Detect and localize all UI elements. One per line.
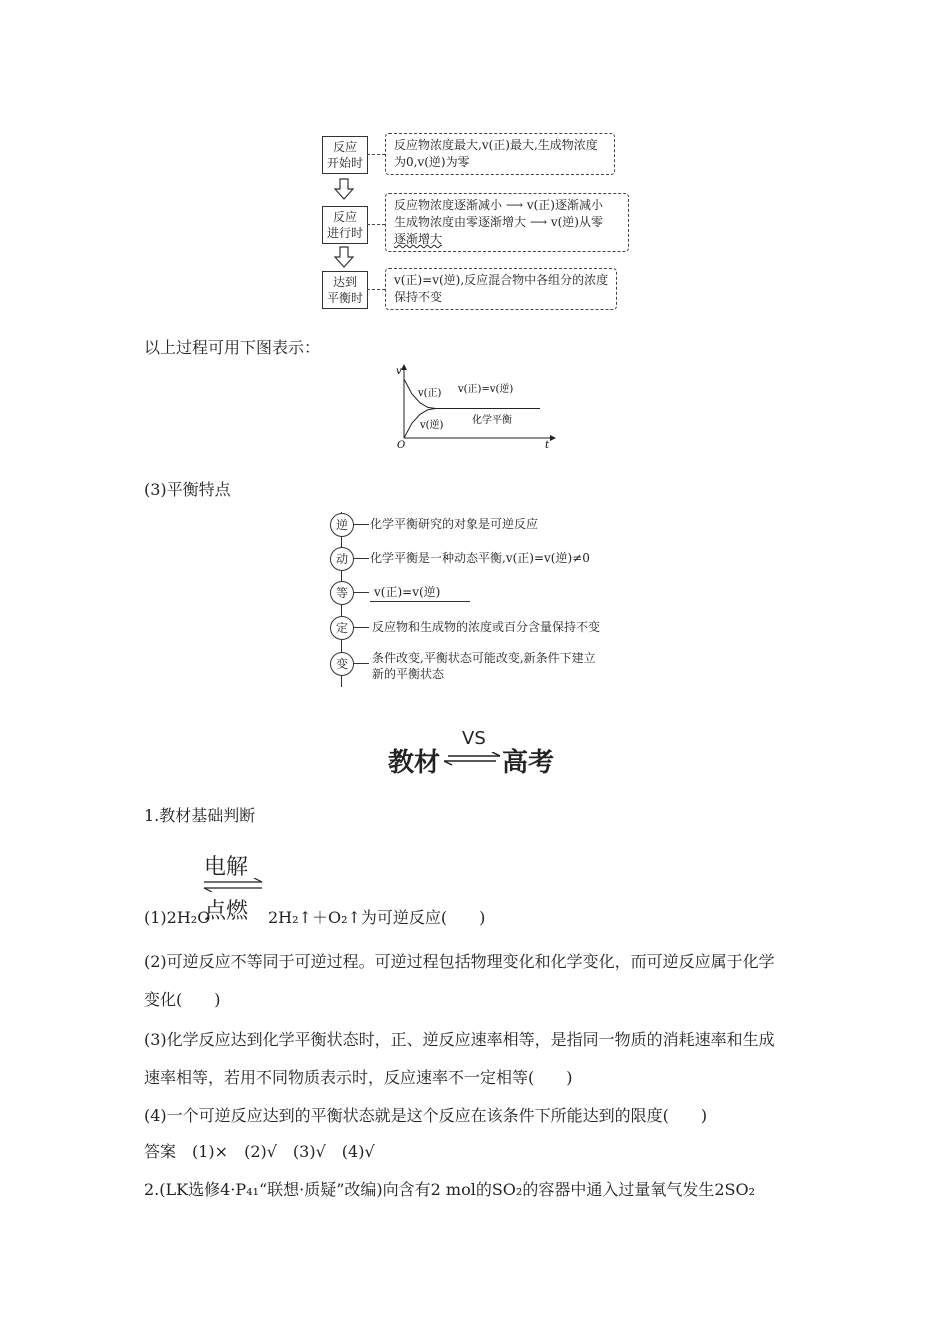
condition-bottom: 点燃 xyxy=(204,899,249,924)
banner-left: 教材 xyxy=(388,748,441,778)
connector xyxy=(367,154,385,155)
x-axis-arrow-icon xyxy=(550,435,556,441)
y-axis-arrow-icon xyxy=(401,364,407,370)
stage-label: 达到 xyxy=(332,275,357,289)
feature-text: 化学平衡是一种动态平衡,v(正)=v(逆)≠0 xyxy=(370,551,590,565)
down-arrow-icon xyxy=(334,178,354,200)
annotation-equal: v(正)=v(逆) xyxy=(458,384,514,395)
feature-text: v(正)=v(逆) xyxy=(374,585,441,599)
double-arrow-icon xyxy=(444,752,500,766)
annotation-equilibrium: 化学平衡 xyxy=(472,415,512,426)
condition-top: 电解 xyxy=(204,855,249,880)
desc-line: 逐渐增大 xyxy=(394,232,443,246)
feature-line xyxy=(353,627,369,628)
stage-progress-desc xyxy=(385,193,629,252)
section-3-title: (3)平衡特点 xyxy=(144,480,231,499)
stage-progress-box xyxy=(322,206,368,244)
desc-line: 保持不变 xyxy=(394,290,443,304)
stage-equilibrium-box xyxy=(322,271,368,309)
x-axis-label: t xyxy=(545,440,550,450)
feature-circle: 等 xyxy=(330,581,354,605)
reversible-arrow-icon xyxy=(200,878,266,892)
feature-text: 新的平衡状态 xyxy=(372,667,445,681)
desc-line: v(正)=v(逆),反应混合物中各组分的浓度 xyxy=(394,273,609,287)
question-3-line1: (3)化学反应达到化学平衡状态时，正、逆反应速率相等，是指同一物质的消耗速率和生成 xyxy=(144,1030,775,1049)
down-arrow-icon xyxy=(334,246,354,268)
desc-line: 反应物浓度逐渐减小 ⟶ v(正)逐渐减小 xyxy=(394,198,603,212)
stage-label: 开始时 xyxy=(326,156,363,170)
stage-label: 反应 xyxy=(332,140,357,154)
textbook-vs-exam-banner xyxy=(388,728,568,776)
feature-circle: 变 xyxy=(330,652,354,676)
banner-right: 高考 xyxy=(502,748,555,778)
desc-line: 为0,v(逆)为零 xyxy=(394,155,470,169)
section-1-title: 1.教材基础判断 xyxy=(144,806,256,825)
stage-label: 进行时 xyxy=(326,226,363,240)
rate-time-chart xyxy=(390,362,560,450)
feature-circle: 定 xyxy=(330,616,354,640)
series-label-reverse: v(逆) xyxy=(420,420,444,431)
answer-line: 答案 (1)× (2)√ (3)√ (4)√ xyxy=(144,1142,375,1161)
question-1-suffix: 2H₂↑＋O₂↑为可逆反应( ) xyxy=(268,908,486,927)
stage-label: 反应 xyxy=(332,210,357,224)
question-2-line1: (2)可逆反应不等同于可逆过程。可逆过程包括物理变化和化学变化，而可逆反应属于化学 xyxy=(144,952,775,971)
feature-circle: 动 xyxy=(330,547,354,571)
feature-line xyxy=(353,558,369,559)
y-axis-label: v xyxy=(396,366,402,377)
feature-circle: 逆 xyxy=(330,513,354,537)
stage-equilibrium-desc xyxy=(385,268,617,310)
feature-line xyxy=(353,524,369,525)
origin-label: O xyxy=(397,440,406,450)
desc-line: 反应物浓度最大,v(正)最大,生成物浓度 xyxy=(394,138,598,152)
feature-text: 化学平衡研究的对象是可逆反应 xyxy=(370,517,539,531)
feature-text: 反应物和生成物的浓度或百分含量保持不变 xyxy=(372,620,601,634)
intro-text: 以上过程可用下图表示： xyxy=(144,338,321,357)
banner-vs: VS xyxy=(462,728,486,749)
stage-start-desc xyxy=(385,133,615,175)
stage-start-box xyxy=(322,136,368,174)
series-label-forward: v(正) xyxy=(418,388,442,399)
question-4: (4)一个可逆反应达到的平衡状态就是这个反应在该条件下所能达到的限度( ) xyxy=(144,1106,708,1125)
connector xyxy=(367,224,385,225)
question-1-prefix: (1)2H₂O xyxy=(144,908,211,927)
feature-underline xyxy=(370,601,470,602)
feature-line xyxy=(353,592,369,593)
feature-text: 条件改变,平衡状态可能改变,新条件下建立 xyxy=(372,651,596,665)
feature-line xyxy=(353,663,369,664)
question-5: 2.(LK选修4·P₄₁“联想·质疑”改编)向含有2 mol的SO₂的容器中通入过量氧气发生2SO₂ xyxy=(144,1180,755,1199)
desc-line: 生成物浓度由零逐渐增大 ⟶ v(逆)从零 xyxy=(394,215,603,229)
question-3-line2: 速率相等，若用不同物质表示时，反应速率不一定相等( ) xyxy=(144,1068,573,1087)
connector xyxy=(367,289,385,290)
question-2-line2: 变化( ) xyxy=(144,990,221,1009)
stage-label: 平衡时 xyxy=(326,291,363,305)
